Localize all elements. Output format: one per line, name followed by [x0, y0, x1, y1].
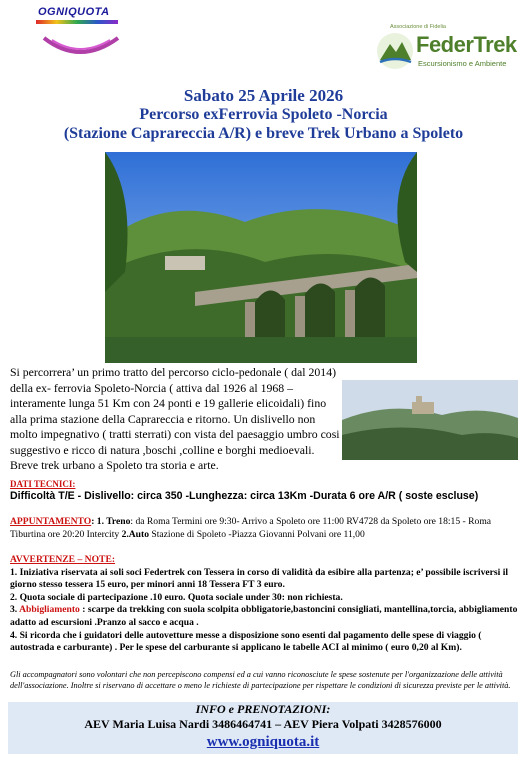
event-title-line1: Percorso exFerrovia Spoleto -Norcia	[139, 106, 388, 123]
clothing-text: : scarpe da trekking con suola scolpita obbligatorie,bastoncini consigliati, mantellina,torcia, abbigliamento adatto ad escursioni .Pranzo al sacco e acqua .	[10, 604, 518, 628]
route-description: Si percorrera’ un primo tratto del percorso ciclo-pedonale ( dal 2014) della ex- ferrovia Spoleto-Norcia ( attiva dal 1926 al 1968 – interamente lunga 51 Km con 24 ponti e 19 gallerie elicoidali) fino alla prima stazione della Caprareccia e ritorno. Un dislivello non molto impegnativo ( tratti sterrati) con vista del paesaggio umbro cosi suggestivo e ricco di natura ,boschi ,colline e borghi medioevali. Breve trek urbano a Spoleto tra storia e arte.	[10, 365, 340, 472]
federtrek-association-text: Associazione di Fidelia	[390, 24, 446, 30]
appointment-label: APPUNTAMENTO	[10, 516, 92, 527]
appointment-car-label: 2.Auto	[121, 528, 150, 540]
rainbow-arc-icon	[30, 20, 130, 76]
federtrek-name: FederTrek	[416, 32, 517, 57]
mountain-emblem-icon	[376, 32, 414, 70]
technical-details: Difficoltà T/E - Dislivello: circa 350 -Lunghezza: circa 13Km -Durata 6 ore A/R ( soste escluse)	[10, 490, 479, 502]
disclaimer: Gli accompagnatori sono volontari che non percepiscono compensi ed a cui vanno riconosciute le spese sostenute per l'organizzazione delle attività dell'associazione. Inoltre si riservano di accettare o meno le richieste di partecipazione per rispettare le condizioni di sicurezza previste per le attività.	[10, 670, 511, 690]
warnings-section	[10, 554, 522, 655]
info-contacts: AEV Maria Luisa Nardi 3486464741 – AEV Piera Volpati 3428576000	[84, 717, 442, 731]
info-heading: INFO e PRENOTAZIONI:	[195, 702, 331, 716]
federtrek-logo	[376, 24, 516, 80]
appointment-train-text: : da Roma Termini ore 9:30- Arrivo a Spoleto ore 11:00 RV4728 da Spoleto ore 18:15 - Roma Tiburtina ore 20:20 Intercity	[10, 516, 492, 540]
viaduct-photo	[105, 152, 417, 363]
clothing-label: Abbigliamento	[19, 604, 80, 616]
event-title-line2: (Stazione Caprareccia A/R) e breve Trek Urbano a Spoleto	[63, 125, 464, 142]
ogniquota-logo	[30, 6, 130, 76]
landscape-photo	[342, 380, 518, 460]
event-date: Sabato 25 Aprile 2026	[183, 86, 344, 105]
appointment-section	[10, 516, 522, 541]
appointment-car-text: Stazione di Spoleto -Piazza Giovanni Polvani ore 11,00	[149, 528, 365, 540]
appointment-train-label: : 1. Treno	[91, 516, 131, 527]
warning-item-2: 2. Quota sociale di partecipazione .10 euro. Quota sociale under 30: non richiesta.	[10, 591, 343, 603]
website-link[interactable]: www.ogniquota.it	[206, 734, 320, 750]
federtrek-tagline: Escursionismo e Ambiente	[418, 59, 507, 68]
info-box	[8, 702, 518, 754]
warning-item-3-number: 3.	[10, 604, 20, 616]
warning-item-3	[10, 604, 522, 629]
ogniquota-brand-text: OGNIQUOTA	[38, 6, 110, 18]
warning-item-4: 4. Si ricorda che i guidatori delle autovetture messe a disposizione sono esenti dal pagamento delle spese di viaggio ( autostrada e carburante) . Per le spese del carburante si applicano le tabelle ACI al minimo ( euro 0,20 al Km).	[10, 629, 482, 654]
warning-item-1: 1. Iniziativa riservata ai soli soci Federtrek con Tessera in corso di validità da esibire alla partenza; e’ possibile iscriversi il giorno stesso tessera 15 euro, per minori anni 18 Tessera FT 3 euro.	[10, 566, 509, 591]
warnings-label: AVVERTENZE – NOTE:	[10, 554, 116, 565]
technical-heading: DATI TECNICI:	[10, 479, 76, 489]
